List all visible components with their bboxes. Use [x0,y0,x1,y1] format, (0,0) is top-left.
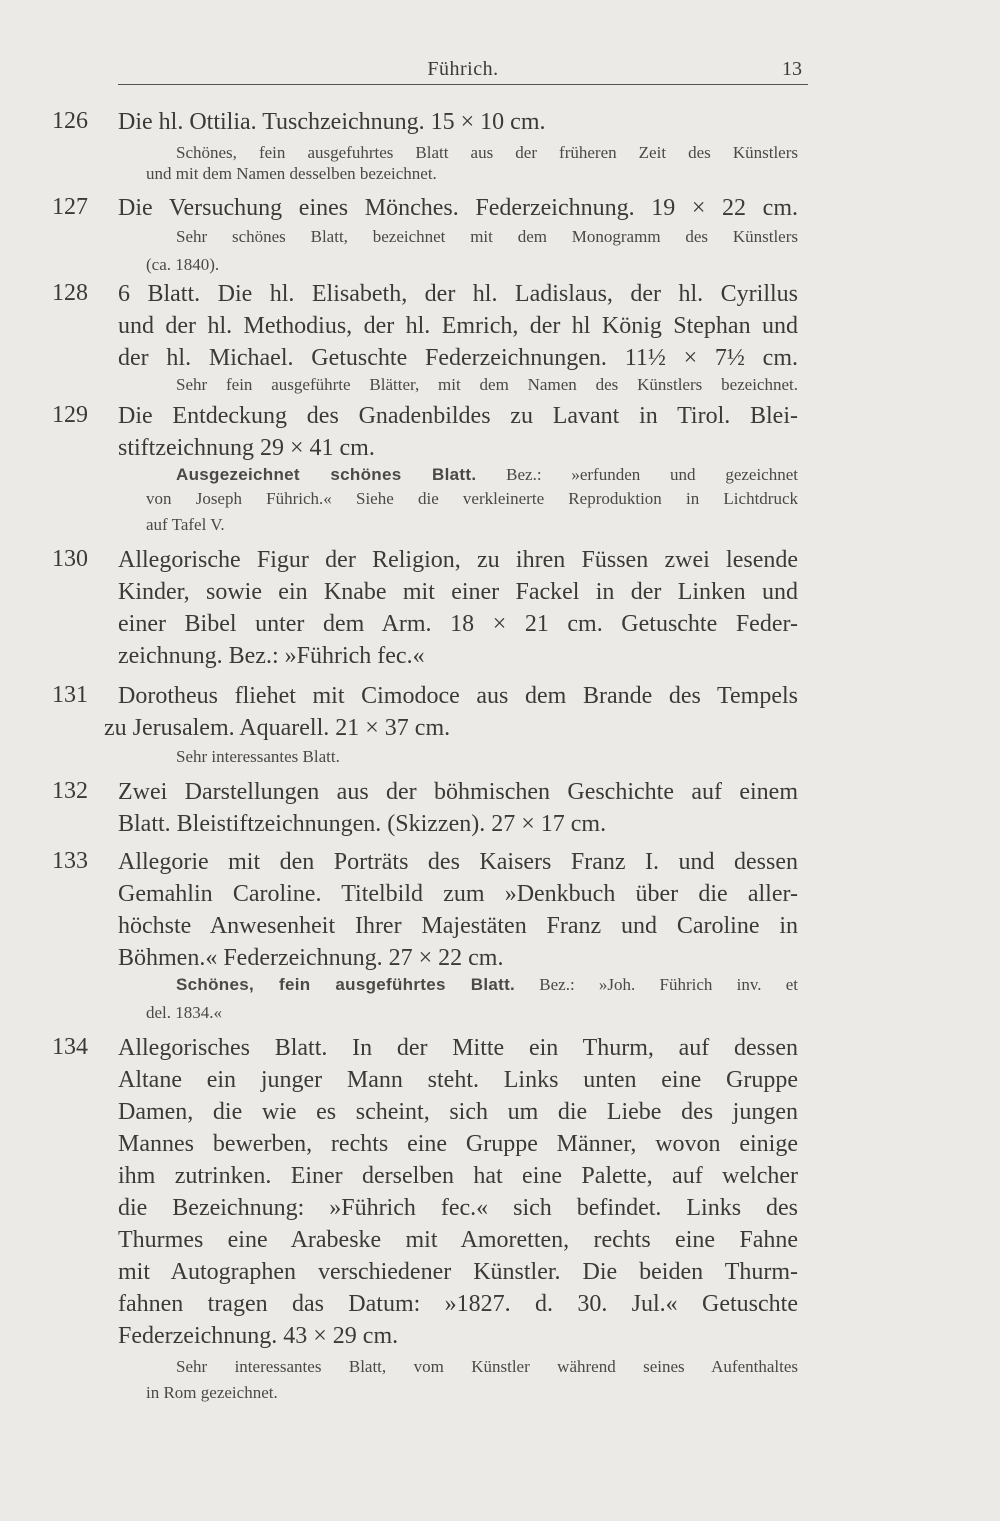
entry-text-line: 6 Blatt. Die hl. Elisabeth, der hl. Ladislaus, der hl. Cyrillus [118,281,798,307]
entry-note-line: (ca. 1840). [146,255,220,274]
entry-text-line: zeichnung. Bez.: »Führich fec.« [118,643,425,669]
entry-text-line: Federzeichnung. 43 × 29 cm. [118,1323,399,1349]
entry-text-line: Die Versuchung eines Mönches. Federzeichnung. 19 × 22 cm. [118,195,798,221]
page-number: 13 [782,58,802,80]
entry-text-line: Altane ein junger Mann steht. Links unten eine Gruppe [118,1067,798,1093]
entry-text-line: der hl. Michael. Getuschte Federzeichnungen. 11½ × 7½ cm. [118,345,798,371]
entry-text-line: Allegorie mit den Porträts des Kaisers Franz I. und dessen [118,849,798,875]
entry-number: 133 [52,848,88,874]
entry-text-line: Kinder, sowie ein Knabe mit einer Fackel in der Linken und [118,579,798,605]
entry-text-line: Allegorisches Blatt. In der Mitte ein Thurm, auf dessen [118,1035,798,1061]
entry-text-line: Mannes bewerben, rechts eine Gruppe Männer, wovon einige [118,1131,798,1157]
entry-text-line: einer Bibel unter dem Arm. 18 × 21 cm. Getuschte Feder- [118,611,798,637]
entry-text-line: mit Autographen verschiedener Künstler. Die beiden Thurm- [118,1259,798,1285]
entry-note-line: Schönes, fein ausgefuhrtes Blatt aus der früheren Zeit des Künstlers [176,143,798,162]
entry-note-line: in Rom gezeichnet. [146,1383,278,1402]
entry-text-line: Damen, die wie es scheint, sich um die Liebe des jungen [118,1099,798,1125]
entry-text-line: Die hl. Ottilia. Tuschzeichnung. 15 × 10 cm. [118,109,546,135]
entry-note-line [176,464,798,486]
entry-text-line: Dorotheus fliehet mit Cimodoce aus dem Brande des Tempels [118,683,798,709]
entry-number: 131 [52,682,88,708]
note-emphasis: Ausgezeichnet schönes Blatt. [176,465,477,484]
entry-number: 126 [52,108,88,134]
header-title: Führich. [427,58,499,80]
entry-note-line: von Joseph Führich.« Siehe die verkleinerte Reproduktion in Lichtdruck [146,489,798,508]
entry-text-line: stiftzeichnung 29 × 41 cm. [118,435,375,461]
note-text: Bez.: »erfunden und gezeichnet [506,465,798,484]
entry-note-line: Sehr schönes Blatt, bezeichnet mit dem Monogramm des Künstlers [176,227,798,246]
running-header [118,56,808,85]
entry-text-line: Blatt. Bleistiftzeichnungen. (Skizzen). 27 × 17 cm. [118,811,607,837]
entry-text-line: Die Entdeckung des Gnadenbildes zu Lavant in Tirol. Blei- [118,403,798,429]
note-emphasis: Schönes, fein ausgeführtes Blatt. [176,975,516,994]
entry-text-line: Thurmes eine Arabeske mit Amoretten, rechts eine Fahne [118,1227,798,1253]
entry-text-line: zu Jerusalem. Aquarell. 21 × 37 cm. [104,715,451,741]
note-text: Bez.: »Joh. Führich inv. et [539,975,799,994]
entry-note-line: del. 1834.« [146,1003,223,1022]
entry-text-line: und der hl. Methodius, der hl. Emrich, der hl König Stephan und [118,313,798,339]
entry-text-line: fahnen tragen das Datum: »1827. d. 30. Jul.« Getuschte [118,1291,798,1317]
entry-number: 127 [52,194,88,220]
entry-text-line: ihm zutrinken. Einer derselben hat eine Palette, auf welcher [118,1163,798,1189]
entry-text-line: Gemahlin Caroline. Titelbild zum »Denkbuch über die aller- [118,881,798,907]
entry-number: 134 [52,1034,88,1060]
entry-note-line: und mit dem Namen desselben bezeichnet. [146,164,437,183]
entry-text-line: Allegorische Figur der Religion, zu ihren Füssen zwei lesende [118,547,798,573]
entry-text-line: Böhmen.« Federzeichnung. 27 × 22 cm. [118,945,504,971]
entry-number: 129 [52,402,88,428]
entry-text-line: Zwei Darstellungen aus der böhmischen Geschichte auf einem [118,779,798,805]
entry-note-line: Sehr fein ausgeführte Blätter, mit dem Namen des Künstlers bezeichnet. [176,375,798,394]
entry-number: 132 [52,778,88,804]
entry-note-line [176,974,798,996]
entry-text-line: die Bezeichnung: »Führich fec.« sich befindet. Links des [118,1195,798,1221]
entry-text-line: höchste Anwesenheit Ihrer Majestäten Franz und Caroline in [118,913,798,939]
entry-note-line: Sehr interessantes Blatt. [176,747,340,766]
entry-note-line: auf Tafel V. [146,515,225,534]
entry-number: 130 [52,546,88,572]
entry-note-line: Sehr interessantes Blatt, vom Künstler während seines Aufenthaltes [176,1357,798,1376]
entry-number: 128 [52,280,88,306]
